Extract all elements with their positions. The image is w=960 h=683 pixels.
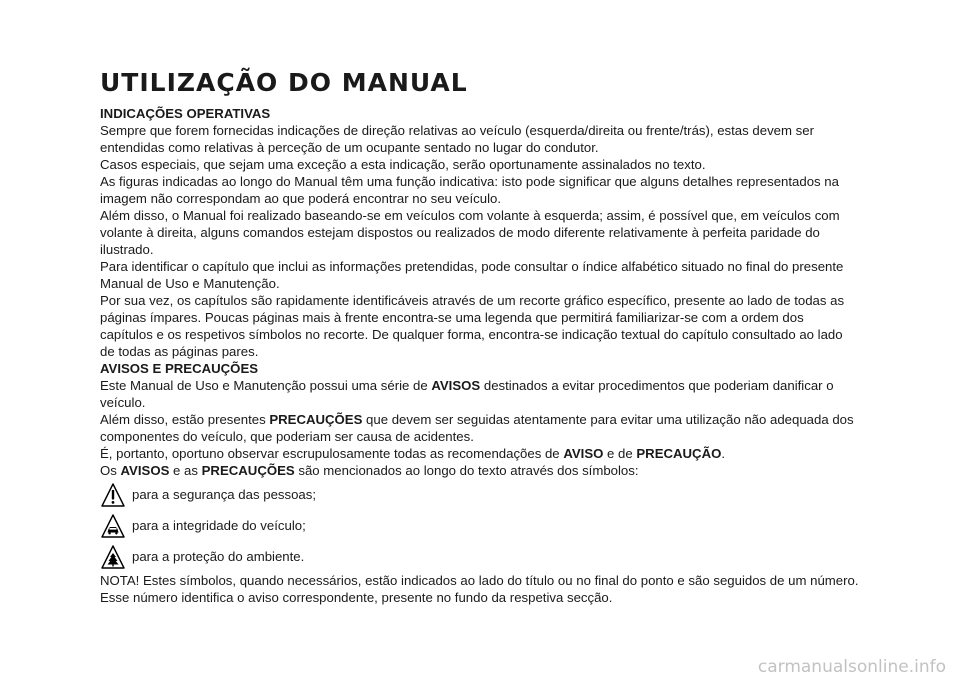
watermark: carmanualsonline.info bbox=[757, 657, 946, 677]
symbol-caption: para a segurança das pessoas; bbox=[132, 487, 317, 502]
text: É, portanto, oportuno observar escrupulosamente todas as recomendações de bbox=[100, 446, 564, 461]
symbol-row-environment bbox=[100, 541, 860, 572]
page-content bbox=[100, 105, 860, 606]
car-warning-icon bbox=[100, 512, 126, 540]
page-title: UTILIZAÇÃO DO MANUAL bbox=[100, 68, 468, 97]
text: . bbox=[721, 446, 726, 461]
tree-environment-icon bbox=[100, 543, 126, 571]
bold-term: PRECAUÇÃO bbox=[636, 446, 722, 461]
paragraph: Casos especiais, que sejam uma exceção a esta indicação, serão oportunamente assinalados no texto. bbox=[100, 157, 706, 172]
symbol-row-safety bbox=[100, 479, 860, 510]
text: e de bbox=[603, 446, 637, 461]
bold-term: AVISOS bbox=[431, 378, 481, 393]
text: são mencionados ao longo do texto através dos símbolos: bbox=[294, 463, 639, 478]
paragraph: Por sua vez, os capítulos são rapidamente identificáveis através de um recorte gráfico específico, presente ao lado de todas as páginas ímpares. Poucas páginas mais à frente encontra-se uma legenda que permitirá familiarizar-se com a ordem dos capítulos e os respetivos símbolos no recorte. De qualquer forma, encontra-se indicação textual do capítulo consultado ao lado de todas as páginas pares. bbox=[100, 293, 845, 359]
paragraph: Para identificar o capítulo que inclui as informações pretendidas, pode consultar o índice alfabético situado no final do presente Manual de Uso e Manutenção. bbox=[100, 259, 844, 291]
paragraph: Além disso, o Manual foi realizado baseando-se em veículos com volante à esquerda; assim, é possível que, em veículos com volante à direita, alguns comandos estejam dispostos ou realizados de modo diferente relativamente à perfeita paridade do ilustrado. bbox=[100, 208, 840, 257]
text: e as bbox=[169, 463, 202, 478]
symbol-row-vehicle bbox=[100, 510, 860, 541]
paragraph bbox=[100, 462, 860, 479]
paragraph bbox=[100, 445, 860, 462]
symbol-caption: para a integridade do veículo; bbox=[132, 518, 306, 533]
exclamation-warning-icon bbox=[100, 481, 126, 509]
bold-term: PRECAUÇÕES bbox=[269, 412, 363, 427]
bold-term: AVISOS bbox=[120, 463, 170, 478]
bold-term: AVISO bbox=[563, 446, 604, 461]
note-paragraph: NOTA! Estes símbolos, quando necessários, estão indicados ao lado do título ou no final do ponto e são seguidos de um número. Esse número identifica o aviso correspondente, presente no fundo da respetiva secção. bbox=[100, 573, 859, 605]
text: Este Manual de Uso e Manutenção possui uma série de bbox=[100, 378, 432, 393]
paragraph bbox=[100, 411, 860, 445]
symbol-caption: para a proteção do ambiente. bbox=[132, 549, 305, 564]
section-heading-operative: INDICAÇÕES OPERATIVAS bbox=[100, 106, 271, 121]
paragraph: Sempre que forem fornecidas indicações de direção relativas ao veículo (esquerda/direita ou frente/trás), estas devem ser entendidas como relativas à perceção de um ocupante sentado no lugar do condutor. bbox=[100, 123, 814, 155]
text: que devem ser seguidas atentamente para evitar uma utilização não adequada dos componentes do veículo, que poderiam ser causa de acidentes. bbox=[100, 412, 854, 444]
text: destinados a evitar procedimentos que poderiam danificar o veículo. bbox=[100, 378, 834, 410]
bold-term: PRECAUÇÕES bbox=[201, 463, 295, 478]
paragraph: As figuras indicadas ao longo do Manual têm uma função indicativa: isto pode significar que alguns detalhes representados na imagem não correspondam ao que poderá encontrar no seu veículo. bbox=[100, 174, 839, 206]
text: Além disso, estão presentes bbox=[100, 412, 270, 427]
paragraph bbox=[100, 377, 860, 411]
section-heading-warnings: AVISOS E PRECAUÇÕES bbox=[100, 361, 259, 376]
text: Os bbox=[100, 463, 121, 478]
